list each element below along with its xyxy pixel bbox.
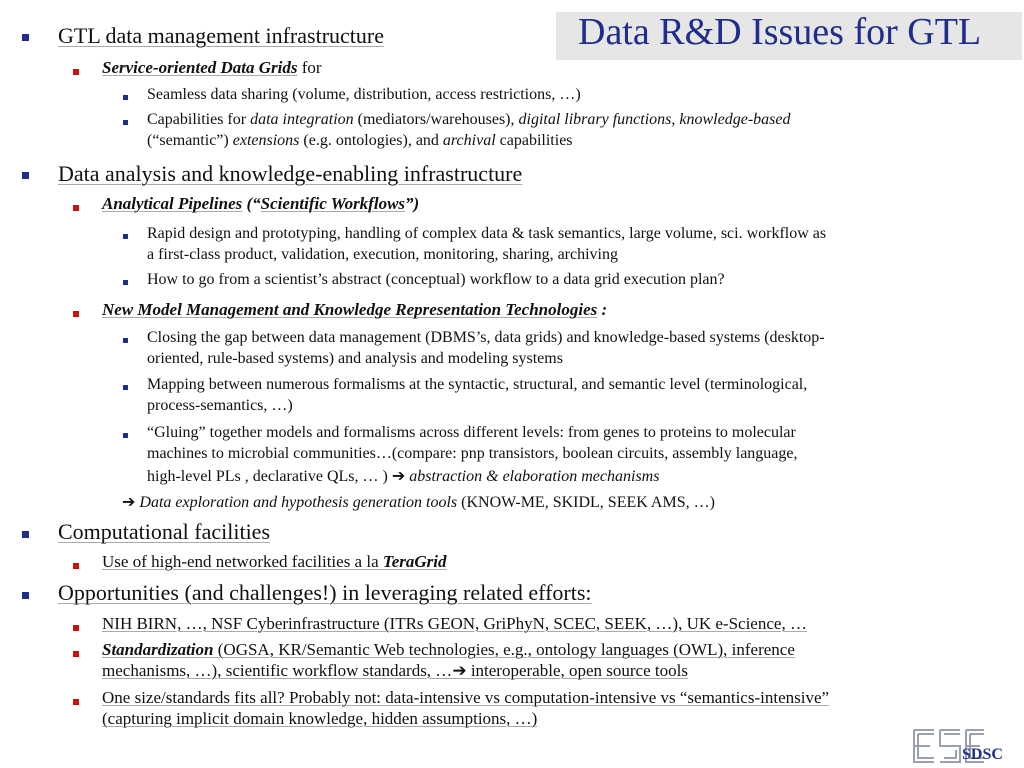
bullet-icon bbox=[73, 625, 79, 631]
sub-item-continued: (capturing implicit domain knowledge, hidden assumptions, …) bbox=[102, 709, 538, 728]
bullet-icon bbox=[123, 280, 128, 285]
list-item: “Gluing” together models and formalisms across different levels: from genes to proteins to molecular bbox=[147, 424, 796, 441]
list-item-continued: high-level PLs , declarative QLs, … ) ➔ abstraction & elaboration mechanisms bbox=[147, 468, 660, 485]
bullet-icon bbox=[73, 205, 79, 211]
list-item-continued: (“semantic”) extensions (e.g. ontologies), and archival capabilities bbox=[147, 132, 573, 149]
bullet-icon bbox=[123, 234, 128, 239]
sdsc-logo-text: SDSC bbox=[962, 746, 1003, 763]
list-item: Seamless data sharing (volume, distribution, access restrictions, …) bbox=[147, 86, 581, 103]
list-item-continued: a first-class product, validation, execution, monitoring, sharing, archiving bbox=[147, 246, 618, 263]
bullet-icon bbox=[73, 311, 79, 317]
bullet-icon bbox=[73, 563, 79, 569]
bullet-icon bbox=[123, 338, 128, 343]
bullet-icon bbox=[123, 95, 128, 100]
bullet-icon bbox=[73, 651, 79, 657]
bullet-icon bbox=[22, 531, 29, 538]
slide-title: Data R&D Issues for GTL bbox=[578, 11, 982, 53]
bullet-icon bbox=[22, 172, 29, 179]
section-heading: Opportunities (and challenges!) in leveraging related efforts: bbox=[58, 580, 592, 605]
bullet-icon bbox=[123, 120, 128, 125]
list-item: How to go from a scientist’s abstract (conceptual) workflow to a data grid execution plan? bbox=[147, 271, 725, 288]
sub-item: Use of high-end networked facilities a la TeraGrid bbox=[102, 552, 447, 571]
sub-item-continued: mechanisms, …), scientific workflow standards, …➔ interoperable, open source tools bbox=[102, 661, 688, 680]
bullet-icon bbox=[22, 34, 29, 41]
section-heading: Computational facilities bbox=[58, 519, 271, 544]
sub-item: One size/standards fits all? Probably not: data-intensive vs computation-intensive vs “semantics-intensive” bbox=[102, 688, 830, 707]
list-item: ➔ Data exploration and hypothesis generation tools (KNOW-ME, SKIDL, SEEK AMS, …) bbox=[122, 494, 715, 511]
sub-item: New Model Management and Knowledge Representation Technologies : bbox=[102, 300, 608, 319]
list-item: Capabilities for data integration (mediators/warehouses), digital library functions, knowledge-based bbox=[147, 111, 791, 128]
list-item: Closing the gap between data management (DBMS’s, data grids) and knowledge-based systems (desktop- bbox=[147, 329, 825, 346]
arrow-icon: ➔ bbox=[391, 468, 406, 485]
sub-item: NIH BIRN, …, NSF Cyberinfrastructure (ITRs GEON, GriPhyN, SCEC, SEEK, …), UK e-Science, … bbox=[102, 614, 807, 633]
section-heading: GTL data management infrastructure bbox=[58, 23, 384, 48]
arrow-icon: ➔ bbox=[452, 661, 467, 680]
bullet-icon bbox=[22, 592, 29, 599]
arrow-icon: ➔ bbox=[122, 494, 136, 511]
sub-item: Analytical Pipelines (“Scientific Workflows”) bbox=[102, 194, 420, 213]
list-item-continued: machines to microbial communities…(compare: pnp transistors, boolean circuits, assembly language, bbox=[147, 445, 798, 462]
list-item: Mapping between numerous formalisms at the syntactic, structural, and semantic level (terminological, bbox=[147, 376, 808, 393]
list-item-continued: process-semantics, …) bbox=[147, 397, 293, 414]
bullet-icon bbox=[123, 433, 128, 438]
list-item-continued: oriented, rule-based systems) and analysis and modeling systems bbox=[147, 350, 563, 367]
list-item: Rapid design and prototyping, handling of complex data & task semantics, large volume, sci. workflow as bbox=[147, 225, 827, 242]
bullet-icon bbox=[73, 69, 79, 75]
sub-item: Standardization (OGSA, KR/Semantic Web technologies, e.g., ontology languages (OWL), inference bbox=[102, 640, 795, 659]
section-heading: Data analysis and knowledge-enabling infrastructure bbox=[58, 161, 523, 186]
sub-item: Service-oriented Data Grids for bbox=[102, 58, 322, 77]
bullet-icon bbox=[73, 699, 79, 705]
bullet-icon bbox=[123, 385, 128, 390]
